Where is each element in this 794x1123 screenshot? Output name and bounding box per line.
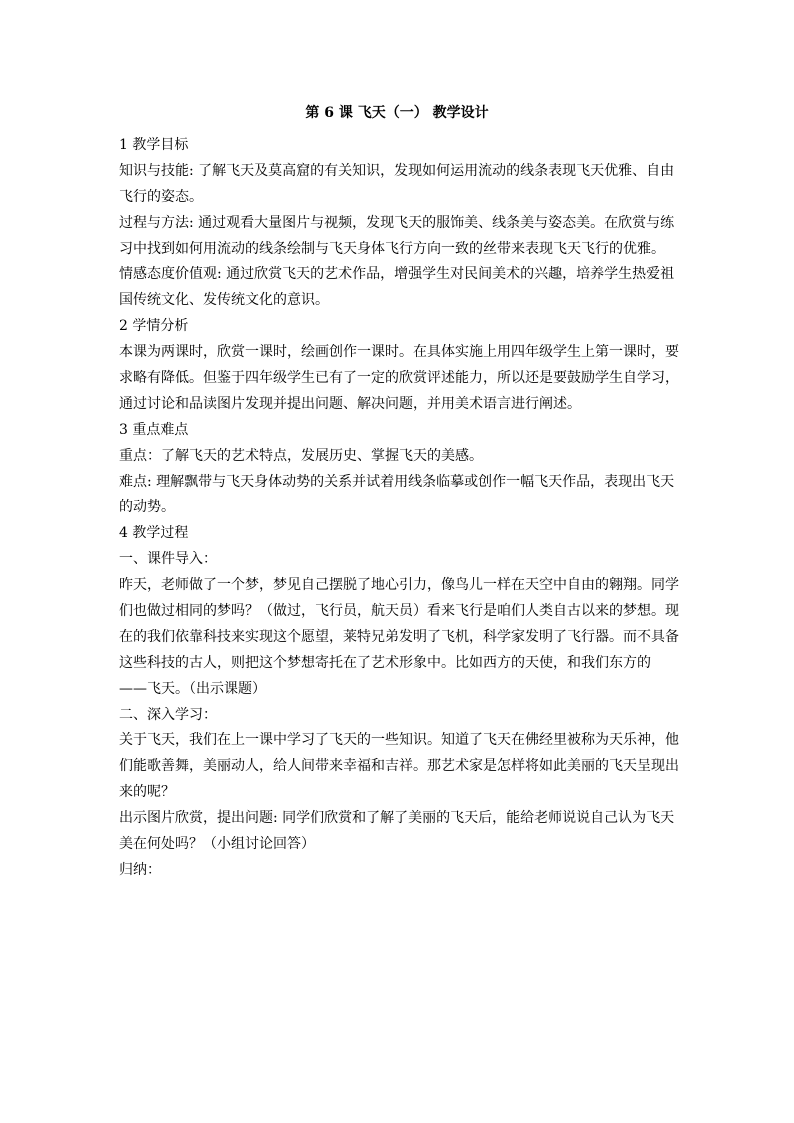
paragraph-line: 关于飞天，我们在上一课中学习了飞天的一些知识。知道了飞天在佛经里被称为天乐神，他 — [119, 732, 679, 749]
document-title: 第 6 课 飞天（一） 教学设计 — [305, 105, 489, 121]
paragraph-line: 的动势。 — [119, 499, 175, 516]
paragraph-line: 们也做过相同的梦吗？（做过，飞行员，航天员）看来飞行是咱们人类自古以来的梦想。现 — [119, 603, 679, 620]
paragraph-line: 重点：了解飞天的艺术特点，发展历史、掌握飞天的美感。 — [119, 447, 483, 464]
paragraph-line: 难点: 理解飘带与飞天身体动势的关系并试着用线条临摹或创作一幅飞天作品，表现出飞天 — [119, 473, 675, 490]
paragraph-line: 过程与方法: 通过观看大量图片与视频，发现飞天的服饰美、线条美与姿态美。在欣赏与练 — [119, 214, 675, 231]
paragraph-line: 们能歌善舞，美丽动人，给人间带来幸福和吉祥。那艺术家是怎样将如此美丽的飞天呈现出 — [119, 758, 679, 775]
paragraph-line: ——飞天。（出示课题） — [119, 680, 266, 697]
paragraph-line: 知识与技能: 了解飞天及莫高窟的有关知识，发现如何运用流动的线条表现飞天优雅、自由 — [119, 162, 675, 179]
paragraph-line: 国传统文化、发传统文化的意识。 — [119, 292, 329, 309]
section-heading-objectives: 1 教学目标 — [119, 137, 189, 153]
paragraph-line: 飞行的姿态。 — [119, 188, 203, 205]
paragraph-line: 出示图片欣赏，提出问题: 同学们欣赏和了解了美丽的飞天后，能给老师说说自己认为飞天 — [119, 810, 675, 827]
paragraph-line: 本课为两课时，欣赏一课时，绘画创作一课时。在具体实施上用四年级学生上第一课时，要 — [119, 344, 679, 361]
paragraph-line: 求略有降低。但鉴于四年级学生已有了一定的欣赏评述能力，所以还是要鼓励学生自学习， — [119, 370, 679, 387]
subsection-heading-intro: 一、课件导入： — [119, 551, 217, 568]
paragraph-line: 通过讨论和品读图片发现并提出问题、解决问题，并用美术语言进行阐述。 — [119, 395, 581, 412]
section-heading-key-points: 3 重点难点 — [119, 421, 189, 438]
paragraph-line: 美在何处吗？（小组讨论回答） — [119, 836, 315, 853]
paragraph-line: 这些科技的古人，则把这个梦想寄托在了艺术形象中。比如西方的天使，和我们东方的 — [119, 654, 651, 671]
paragraph-line: 昨天，老师做了一个梦，梦见自己摆脱了地心引力，像鸟儿一样在天空中自由的翱翔。同学 — [119, 577, 679, 594]
section-heading-process: 4 教学过程 — [119, 525, 189, 542]
paragraph-line: 情感态度价值观: 通过欣赏飞天的艺术作品，增强学生对民间美术的兴趣，培养学生热爱祖 — [119, 266, 675, 283]
paragraph-line: 来的呢？ — [119, 784, 175, 801]
section-heading-analysis: 2 学情分析 — [119, 318, 189, 335]
subsection-heading-deep-learning: 二、深入学习： — [119, 706, 217, 723]
paragraph-line: 归纳： — [119, 861, 161, 878]
document-body — [119, 133, 679, 884]
paragraph-line: 在的我们依靠科技来实现这个愿望，莱特兄弟发明了飞机，科学家发明了飞行器。而不具备 — [119, 628, 679, 645]
paragraph-line: 习中找到如何用流动的线条绘制与飞天身体飞行方向一致的丝带来表现飞天飞行的优雅。 — [119, 240, 665, 257]
